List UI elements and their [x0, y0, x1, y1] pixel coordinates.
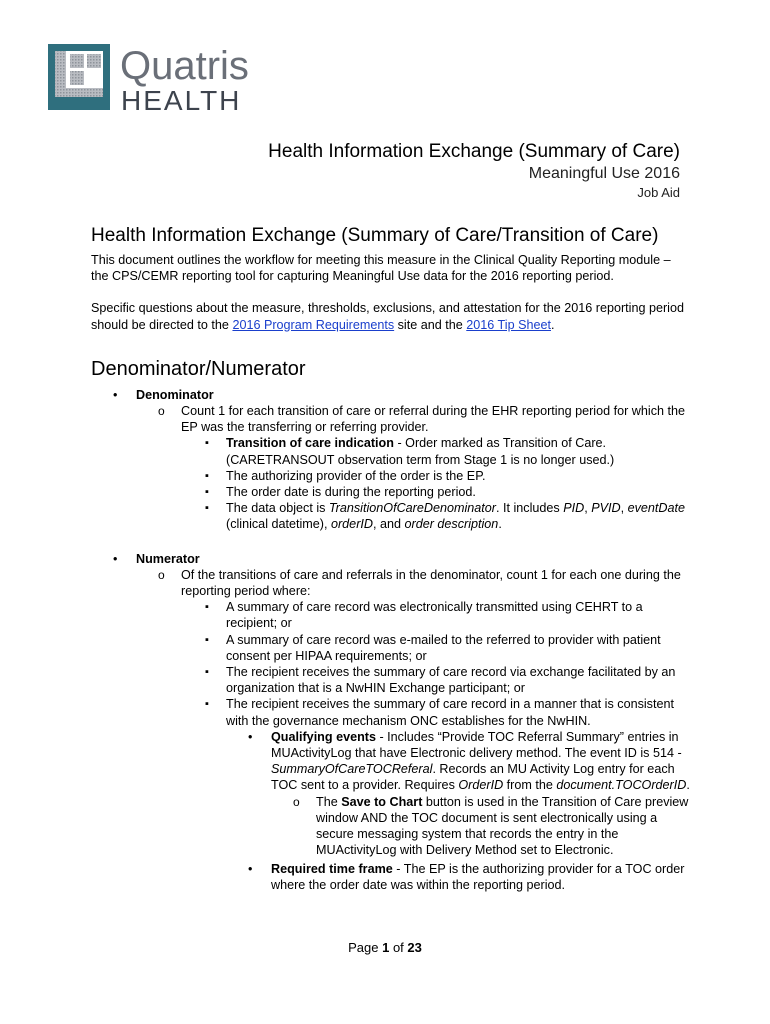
criteria-italic: PVID — [591, 501, 621, 516]
criteria-text: (clinical datetime), — [226, 517, 331, 532]
criteria-italic: PID — [563, 501, 585, 516]
numerator-intro: Of the transitions of care and referrals in the denominator, count 1 for each one during the reporting period where: — [181, 567, 681, 599]
criteria-italic: eventDate — [627, 501, 686, 516]
criteria-italic: order description — [404, 517, 499, 532]
qualifying-text: from the — [503, 778, 557, 793]
of-word: of — [389, 940, 408, 955]
page-total: 23 — [407, 940, 422, 955]
document-title-block — [268, 140, 680, 202]
save-chart-bold: Save to Chart — [341, 794, 423, 809]
criteria-text: The recipient receives the summary of care record via exchange facilitated by an organization that is a NwHIN Exchange participant; or — [226, 665, 676, 696]
criteria-text: . It includes — [495, 501, 564, 516]
criteria-text: , and — [372, 517, 405, 532]
list-item — [181, 468, 691, 484]
criteria-italic: TransitionOfCareDenominator — [328, 501, 496, 516]
criteria-bold: Transition of care indication — [226, 436, 394, 451]
list-item — [181, 435, 691, 467]
measure-list — [91, 387, 691, 893]
document-title: Health Information Exchange (Summary of Care) — [268, 141, 680, 162]
qualifying-text: . Records an MU Activity Log entry for each TOC sent to a provider. Requires — [271, 762, 675, 793]
qualifying-italic: document.TOCOrderID — [556, 778, 687, 793]
criteria-text: A summary of care record was e-mailed to the referred to provider with patient consent per HIPAA requirements; or — [226, 632, 661, 663]
denominator-item — [91, 387, 691, 533]
page-number: 1 — [382, 940, 390, 955]
questions-text-end: . — [551, 317, 555, 332]
criteria-text: , — [620, 501, 628, 516]
denominator-intro: Count 1 for each transition of care or referral during the EHR reporting period for which the EP was the transferring or referring provider. — [181, 404, 686, 435]
denominator-sublist — [136, 403, 691, 533]
questions-paragraph — [91, 300, 691, 332]
denominator-label: Denominator — [136, 387, 214, 402]
list-item — [181, 599, 691, 631]
page-footer — [0, 940, 770, 955]
logo-submark: HEALTH — [121, 85, 242, 116]
numerator-criteria — [181, 599, 691, 893]
tip-sheet-link[interactable]: 2016 Tip Sheet — [466, 317, 551, 332]
criteria-text: . — [498, 517, 502, 532]
save-chart-text: button is used in the Transition of Care preview window AND the TOC document is sent electronically using a secure messaging system that records the entry in the MUActivityLog with Delivery Method set to Electronic. — [316, 794, 689, 858]
save-chart-text: The — [316, 794, 342, 809]
criteria-text: The recipient receives the summary of care record in a manner that is consistent with the governance mechanism ONC establishes for the NwHIN. — [226, 697, 674, 728]
section-heading: Denominator/Numerator — [91, 357, 306, 380]
qualifying-italic: SummaryOfCareTOCReferal — [271, 762, 433, 777]
qualifying-events-label: Qualifying events — [271, 729, 376, 744]
questions-text-middle: site and the — [394, 317, 467, 332]
numerator-label: Numerator — [136, 551, 200, 566]
document-label: Job Aid — [637, 185, 680, 200]
logo-wordmark: Quatris — [120, 44, 249, 88]
numerator-sublist — [136, 567, 691, 893]
list-item — [181, 664, 691, 696]
list-item — [181, 696, 691, 892]
criteria-text: The order date is during the reporting period. — [226, 485, 476, 500]
list-item — [136, 403, 691, 533]
document-subtitle: Meaningful Use 2016 — [528, 165, 680, 182]
logo-mark-icon — [48, 44, 110, 110]
intro-heading: Health Information Exchange (Summary of Care/Transition of Care) — [91, 225, 659, 246]
program-requirements-link[interactable]: 2016 Program Requirements — [232, 317, 395, 332]
denominator-criteria — [181, 435, 691, 532]
list-item — [181, 484, 691, 500]
list-item — [271, 794, 691, 859]
qualifying-text: - Includes “Provide TOC Referral Summary” entries in MUActivityLog that have Electronic delivery method. The event ID is 514 - — [271, 729, 682, 761]
list-item — [226, 729, 691, 859]
qualifying-list — [226, 729, 691, 893]
criteria-italic: orderID — [330, 517, 373, 532]
qualifying-italic: OrderID — [458, 778, 504, 793]
time-frame-text: - The EP is the authorizing provider for a TOC order where the order date was within the reporting period. — [271, 861, 685, 892]
list-item — [181, 632, 691, 664]
intro-paragraph: This document outlines the workflow for meeting this measure in the Clinical Quality Reporting module – the CPS/CEMR reporting tool for capturing Meaningful Use data for the 2016 reporting period. — [91, 253, 671, 284]
list-item — [226, 861, 691, 893]
criteria-text: The data object is — [226, 501, 329, 516]
numerator-item — [91, 551, 691, 893]
page-word: Page — [348, 940, 383, 955]
questions-text: Specific questions about the measure, thresholds, exclusions, and attestation for the 2016 reporting period should be directed to the — [91, 301, 684, 332]
criteria-text: The authorizing provider of the order is the EP. — [226, 468, 486, 483]
criteria-text: - Order marked as Transition of Care. (CARETRANSOUT observation term from Stage 1 is no longer used.) — [226, 436, 615, 467]
quatris-health-logo — [48, 44, 278, 114]
document-body — [91, 224, 691, 893]
criteria-text: A summary of care record was electronically transmitted using CEHRT to a recipient; or — [226, 600, 643, 631]
qualifying-text: . — [686, 778, 690, 793]
list-item — [181, 500, 691, 532]
save-to-chart-list — [271, 794, 691, 859]
criteria-text: , — [584, 501, 592, 516]
list-item — [136, 567, 691, 893]
time-frame-label: Required time frame — [271, 861, 393, 876]
